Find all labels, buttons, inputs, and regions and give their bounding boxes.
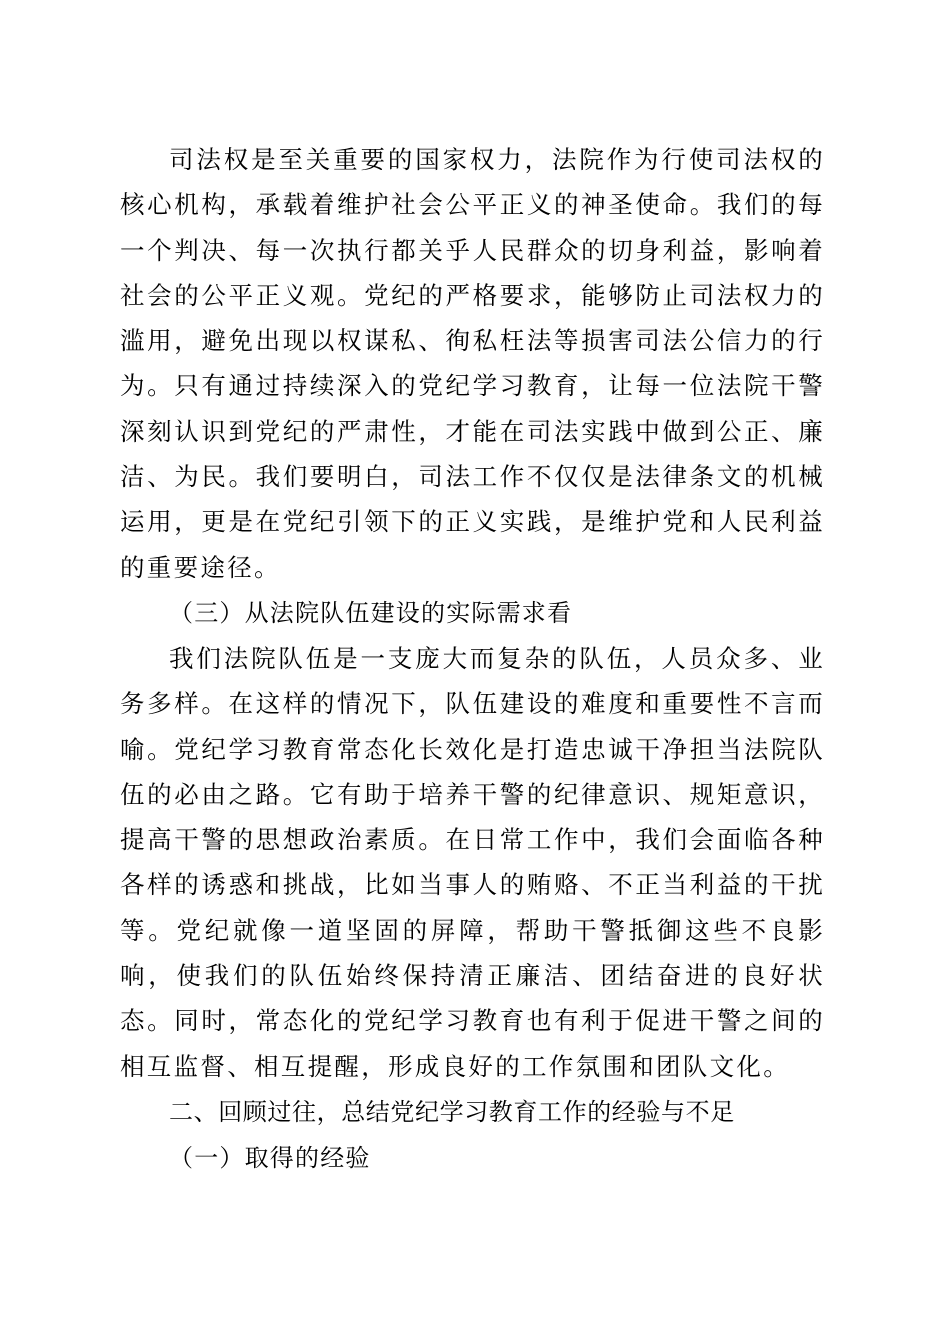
body-paragraph-judicial-power: 司法权是至关重要的国家权力，法院作为行使司法权的核心机构，承载着维护社会公平正义的神圣使命。我们的每一个判决、每一次执行都关乎人民群众的切身利益，影响着社会的公平正义观。党纪的严格要求，能够防止司法权力的滥用，避免出现以权谋私、徇私枉法等损害司法公信力的行为。只有通过持续深入的党纪学习教育，让每一位法院干警深刻认识到党纪的严肃性，才能在司法实践中做到公正、廉洁、为民。我们要明白，司法工作不仅仅是法律条文的机械运用，更是在党纪引领下的正义实践，是维护党和人民利益的重要途径。 xyxy=(120,145,825,582)
chapter-heading-review-past: 二、回顾过往，总结党纪学习教育工作的经验与不足 xyxy=(169,1097,735,1126)
document-page xyxy=(120,137,825,1181)
section-heading-court-team-needs: （三）从法院队伍建设的实际需求看 xyxy=(169,598,573,627)
body-paragraph-court-team: 我们法院队伍是一支庞大而复杂的队伍，人员众多、业务多样。在这样的情况下，队伍建设的难度和重要性不言而喻。党纪学习教育常态化长效化是打造忠诚干净担当法院队伍的必由之路。它有助于培养干警的纪律意识、规矩意识，提高干警的思想政治素质。在日常工作中，我们会面临各种各样的诱惑和挑战，比如当事人的贿赂、不正当利益的干扰等。党纪就像一道坚固的屏障，帮助干警抵御这些不良影响，使我们的队伍始终保持清正廉洁、团结奋进的良好状态。同时，常态化的党纪学习教育也有利于促进干警之间的相互监督、相互提醒，形成良好的工作氛围和团队文化。 xyxy=(120,643,825,1081)
section-heading-experience-gained: （一）取得的经验 xyxy=(169,1143,371,1172)
